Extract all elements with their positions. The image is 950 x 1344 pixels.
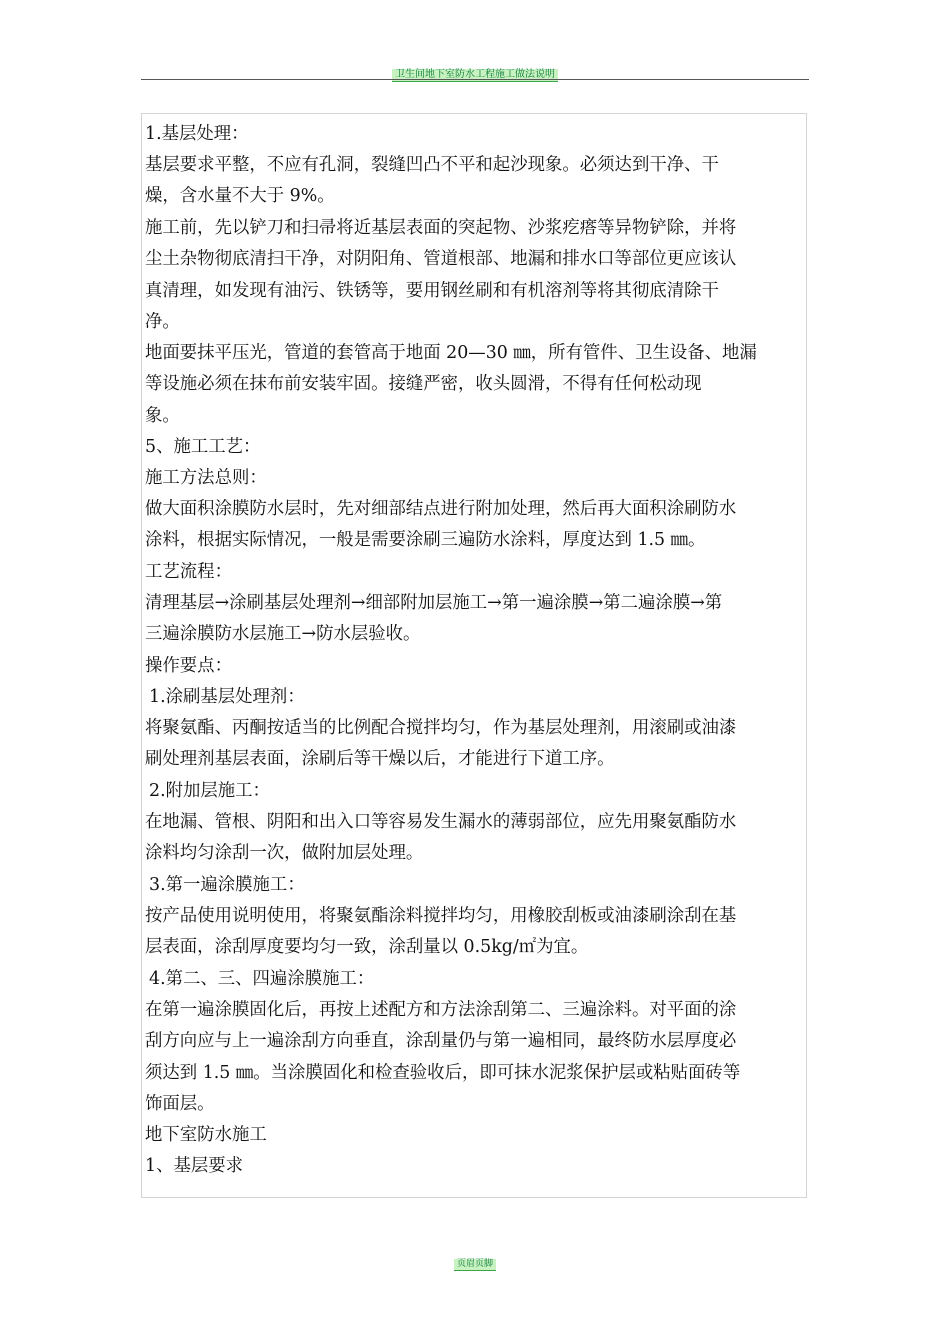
page-header: [141, 62, 809, 80]
header-rule: [141, 79, 809, 80]
text-line: 尘土杂物彻底清扫干净，对阴阳角、管道根部、地漏和排水口等部位更应该认: [145, 249, 737, 270]
text-line: 地面要抹平压光，管道的套管高于地面 20—30 ㎜，所有管件、卫生设备、地漏: [145, 343, 757, 363]
paragraph-step-1: [145, 713, 805, 776]
text-line: 施工前，先以铲刀和扫帚将近基层表面的突起物、沙浆疙瘩等异物铲除，并将: [145, 218, 737, 238]
text-line: 在第一遍涂膜固化后，再按上述配方和方法涂刮第二、三遍涂料。对平面的涂: [145, 1000, 737, 1020]
text-line: 施工方法总则：: [145, 468, 267, 488]
text-line: 燥，含水量不大于 9%。: [145, 186, 335, 207]
heading-base-treatment: [145, 119, 805, 150]
text-line: 刷处理剂基层表面，涂刷后等干燥以后，才能进行下道工序。: [145, 749, 615, 770]
heading-base-requirements: [145, 1151, 805, 1182]
paragraph-base-requirement: [145, 150, 805, 213]
text-line: 5、施工工艺：: [145, 437, 261, 457]
page-footer: [141, 1251, 809, 1267]
text-line: 1、基层要求: [145, 1156, 244, 1176]
text-line: 涂料均匀涂刮一次，做附加层处理。: [145, 843, 424, 864]
content-box: [141, 113, 807, 1198]
text-line: 清理基层→涂刷基层处理剂→细部附加层施工→第一遍涂膜→第二遍涂膜→第: [145, 593, 723, 613]
text-line: 2.附加层施工：: [149, 781, 270, 801]
text-line: 等设施必须在抹布前安装牢固。接缝严密，收头圆滑，不得有任何松动现: [145, 374, 702, 395]
text-line: 象。: [145, 405, 180, 426]
text-line: 三遍涂膜防水层施工→防水层验收。: [145, 624, 421, 645]
heading-basement-waterproofing: [145, 1120, 805, 1151]
heading-step-2: [149, 776, 807, 807]
heading-general-method: [145, 463, 805, 494]
text-line: 1.基层处理：: [145, 124, 249, 144]
heading-process-flow: [145, 557, 805, 588]
text-line: 刮方向应与上一遍涂刮方向垂直，涂刮量仍与第一遍相同，最终防水层厚度必: [145, 1031, 737, 1052]
heading-construction-process: [145, 432, 805, 463]
paragraph-step-2: [145, 807, 805, 870]
footer-text: 页眉页脚: [454, 1259, 496, 1271]
text-line: 操作要点：: [145, 656, 232, 676]
text-line: 工艺流程：: [145, 562, 232, 582]
paragraph-step-3: [145, 901, 805, 964]
heading-step-3: [149, 870, 807, 901]
text-line: 基层要求平整，不应有孔洞，裂缝凹凸不平和起沙现象。必须达到干净、干: [145, 155, 719, 175]
paragraph-floor-finish: [145, 338, 805, 432]
text-line: 4.第二、三、四遍涂膜施工：: [149, 969, 375, 989]
text-line: 饰面层。: [145, 1093, 215, 1114]
paragraph-pre-construction: [145, 213, 805, 338]
text-line: 涂料，根据实际情况，一般是需要涂刷三遍防水涂料，厚度达到 1.5 ㎜。: [145, 530, 706, 551]
text-line: 真清理，如发现有油污、铁锈等，要用钢丝刷和有机溶剂等将其彻底清除干: [145, 280, 719, 301]
text-line: 层表面，涂刮厚度要均匀一致，涂刮量以 0.5kg/㎡为宜。: [145, 937, 589, 958]
text-line: 地下室防水施工: [145, 1125, 267, 1145]
paragraph-general-method: [145, 494, 805, 557]
text-line: 将聚氨酯、丙酮按适当的比例配合搅拌均匀，作为基层处理剂，用滚刷或油漆: [145, 718, 737, 738]
paragraph-step-4: [145, 995, 805, 1120]
text-line: 须达到 1.5 ㎜。当涂膜固化和检查验收后，即可抹水泥浆保护层或粘贴面砖等: [145, 1062, 741, 1083]
heading-step-4: [149, 964, 807, 995]
header-text: 卫生间地下室防水工程施工做法说明: [392, 69, 558, 82]
text-line: 在地漏、管根、阴阳和出入口等容易发生漏水的薄弱部位，应先用聚氨酯防水: [145, 812, 737, 832]
text-line: 做大面积涂膜防水层时，先对细部结点进行附加处理，然后再大面积涂刷防水: [145, 499, 737, 519]
heading-key-points: [145, 651, 805, 682]
text-line: 净。: [145, 311, 180, 332]
text-line: 1.涂刷基层处理剂：: [149, 687, 305, 707]
heading-step-1: [149, 682, 807, 713]
paragraph-process-flow: [145, 588, 805, 651]
text-line: 3.第一遍涂膜施工：: [149, 875, 305, 895]
text-line: 按产品使用说明使用，将聚氨酯涂料搅拌均匀，用橡胶刮板或油漆刷涂刮在基: [145, 906, 737, 926]
